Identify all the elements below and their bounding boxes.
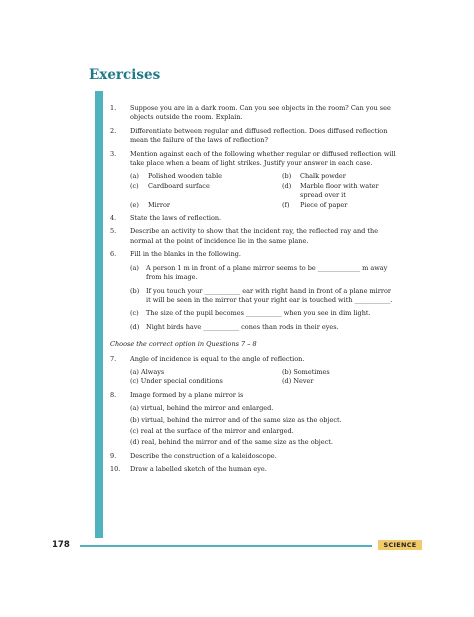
- question-text: Angle of incidence is equal to the angle of reflection.: [130, 354, 305, 363]
- question-3-options: [130, 172, 396, 210]
- option-text: Cardboard surface: [148, 181, 210, 190]
- option-item: [130, 377, 278, 386]
- option-text: Under special conditions: [140, 377, 223, 386]
- option-item: [282, 172, 396, 181]
- question-text: Image formed by a plane mirror is: [130, 390, 244, 399]
- question-number: 1.: [110, 104, 117, 112]
- option-label: (d): [282, 181, 292, 190]
- option-item: [282, 368, 396, 377]
- question-6: [110, 250, 396, 259]
- option-item: [130, 368, 278, 377]
- option-item: (c) real at the surface of the mirror and enlarged.: [130, 426, 294, 435]
- option-label: (e): [130, 200, 139, 209]
- item-text: Night birds have ___________ cones than rods in their eyes.: [146, 322, 339, 331]
- option-item: [282, 377, 396, 386]
- sidebar-accent-bar: [95, 91, 103, 538]
- question-8: [110, 391, 396, 400]
- option-item: (a) virtual, behind the mirror and enlarged.: [130, 404, 274, 413]
- question-7-options: [130, 368, 396, 387]
- question-text: Differentiate between regular and diffused reflection. Does diffused reflection mean the failure of the laws of reflection?: [130, 126, 388, 145]
- question-number: 8.: [110, 390, 117, 399]
- question-3: [110, 150, 396, 169]
- page-number: 178: [52, 540, 70, 550]
- option-label: (d): [282, 377, 292, 386]
- item-label: (c): [130, 309, 139, 318]
- blank-item: [130, 323, 396, 332]
- question-10: [110, 465, 396, 474]
- option-item: (d) real, behind the mirror and of the same size as the object.: [130, 438, 333, 447]
- option-text: Chalk powder: [300, 172, 346, 181]
- item-text: The size of the pupil becomes ___________ when you see in dim light.: [146, 309, 371, 318]
- blank-item: [130, 287, 396, 306]
- question-number: 4.: [110, 214, 117, 223]
- option-item: [282, 182, 396, 201]
- page-footer: [52, 540, 422, 552]
- option-text: Never: [293, 377, 314, 386]
- option-text: Marble floor with water spread over it: [300, 181, 379, 200]
- item-text: A person 1 m in front of a plane mirror seems to be _____________ m away from his image.: [146, 263, 388, 282]
- blank-item: [130, 309, 396, 318]
- option-text: Mirror: [148, 200, 170, 209]
- item-text: If you touch your ___________ ear with right hand in front of a plane mirror it will be seen in the mirror that your right ear is touched with ___________.: [146, 286, 393, 304]
- option-label: (b): [282, 172, 292, 181]
- option-text: Piece of paper: [300, 200, 348, 209]
- subject-badge: SCIENCE: [378, 540, 422, 550]
- option-label: (a): [130, 367, 139, 376]
- question-1: [110, 104, 396, 123]
- question-text: State the laws of reflection.: [130, 214, 222, 223]
- option-item: (b) virtual, behind the mirror and of the same size as the object.: [130, 415, 342, 424]
- option-label: (b): [282, 367, 292, 376]
- question-5: [110, 227, 396, 246]
- question-number: 6.: [110, 250, 117, 259]
- question-text: Fill in the blanks in the following.: [130, 250, 241, 259]
- page-title: Exercises: [89, 67, 161, 83]
- blank-item: [130, 264, 396, 283]
- option-label: (a): [130, 172, 139, 181]
- option-label: (c): [130, 181, 139, 190]
- option-item: [130, 182, 278, 201]
- question-number: 3.: [110, 149, 117, 158]
- option-item: [130, 172, 278, 181]
- question-9: [110, 452, 396, 461]
- option-item: [130, 201, 278, 210]
- question-number: 10.: [110, 465, 121, 474]
- footer-divider: [80, 545, 372, 547]
- instruction-text: Choose the correct option in Questions 7 – 8: [110, 340, 257, 349]
- question-text: Draw a labelled sketch of the human eye.: [130, 465, 267, 474]
- item-label: (b): [130, 286, 140, 295]
- item-label: (a): [130, 263, 139, 272]
- question-number: 7.: [110, 354, 117, 363]
- question-text: Describe the construction of a kaleidoscope.: [130, 451, 277, 460]
- item-label: (d): [130, 322, 140, 331]
- option-label: (f): [282, 200, 290, 209]
- option-label: (c): [130, 377, 139, 386]
- question-7: [110, 355, 396, 364]
- question-4: [110, 214, 396, 223]
- question-2: [110, 127, 396, 146]
- question-text: Suppose you are in a dark room. Can you see objects in the room? Can you see objects outside the room. Explain.: [130, 104, 391, 122]
- exercise-list: [110, 104, 396, 479]
- option-text: Always: [141, 367, 165, 376]
- option-item: [282, 201, 396, 210]
- option-text: Sometimes: [293, 367, 330, 376]
- question-number: 5.: [110, 227, 117, 236]
- question-number: 9.: [110, 451, 117, 460]
- question-text: Mention against each of the following whether regular or diffused reflection will take place when a beam of light strikes. Justify your answer in each case.: [130, 149, 396, 168]
- question-number: 2.: [110, 126, 117, 135]
- option-text: Polished wooden table: [148, 172, 223, 181]
- question-text: Describe an activity to show that the incident ray, the reflected ray and the normal at the point of incidence lie in the same plane.: [130, 227, 379, 245]
